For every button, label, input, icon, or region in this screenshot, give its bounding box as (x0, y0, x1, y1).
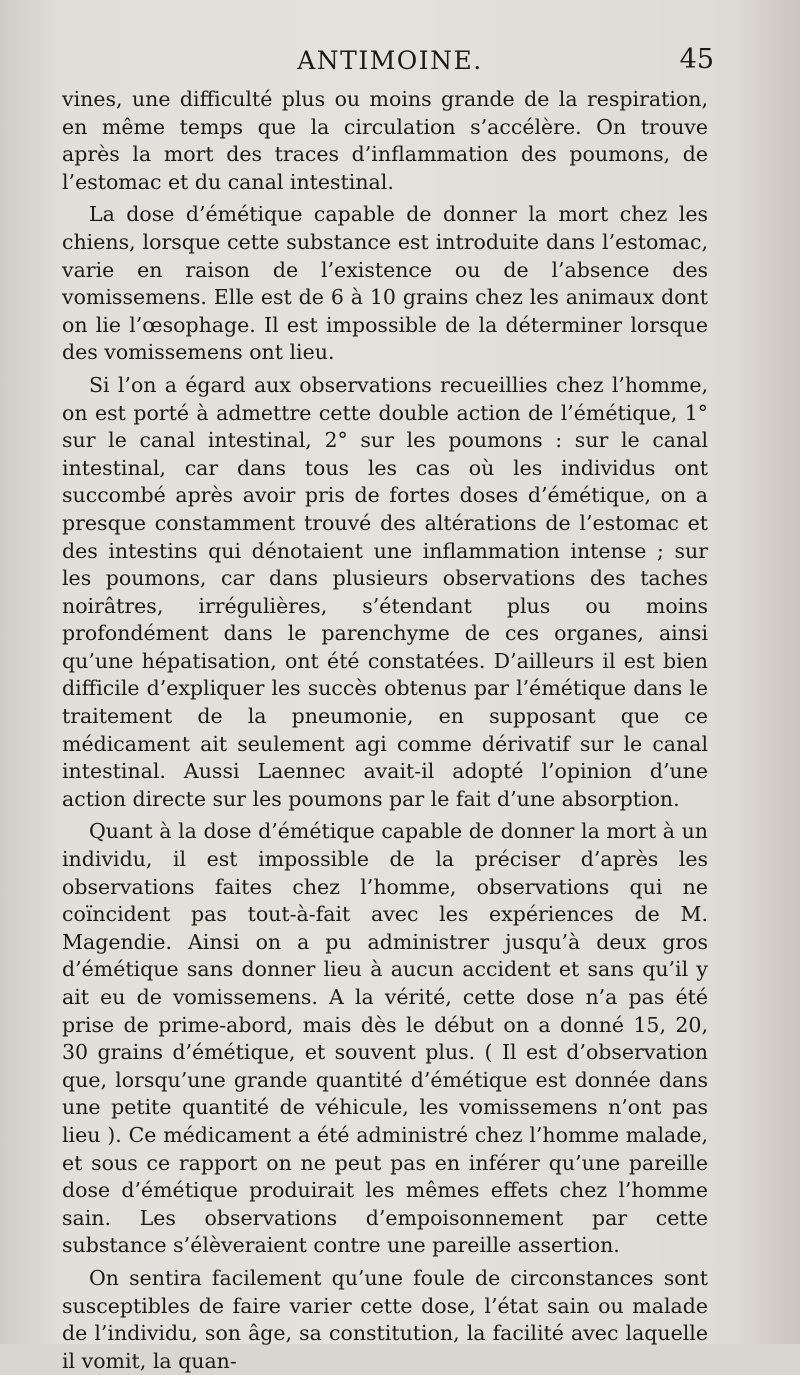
paragraph: La dose d’émétique capable de donner la mort chez les chiens, lorsque cette substance est introduite dans l’estomac, varie en raison de l’existence ou de l’absence des vomissemens. Elle est de 6 à 10 grains chez les animaux dont on lie l’œsophage. Il est impossible de la déterminer lorsque des vomissemens ont lieu. (62, 202, 708, 365)
paragraph: On sentira facilement qu’une foule de circonstances sont susceptibles de faire varier cette dose, l’état sain ou malade de l’individu, son âge, sa constitution, la facilité avec laquelle il vomit, la quan- (62, 1265, 708, 1373)
running-title: ANTIMOINE. (297, 46, 483, 75)
paragraph: Si l’on a égard aux observations recueillies chez l’homme, on est porté à admettre cette double action de l’émétique, 1° sur le canal intestinal, 2° sur les poumons : sur le canal intestinal, car dans tous les cas où les individus ont succombé après avoir pris de fortes doses d’émétique, on a presque constamment trouvé des altérations de l’estomac et des intestins qui dénotaient une inflammation intense ; sur les poumons, car dans plusieurs observations des taches noirâtres, irrégulières, s’étendant plus ou moins profondément dans le parenchyme de ces organes, ainsi qu’une hépatisation, ont été constatées. D’ailleurs il est bien difficile d’expliquer les succès obtenus par l’émétique dans le traitement de la pneumonie, en supposant que ce médicament ait seulement agi comme dérivatif sur le canal intestinal. Aussi Laennec avait-il adopté l’opinion d’une action directe sur les poumons par le fait d’une absorption. (62, 372, 708, 811)
page-header (60, 44, 720, 84)
paragraph: Quant à la dose d’émétique capable de donner la mort à un individu, il est impossible de la préciser d’après les observations faites chez l’homme, observations qui ne coïncident pas tout-à-fait avec les expériences de M. Magendie. Ainsi on a pu administrer jusqu’à deux gros d’émétique sans donner lieu à aucun accident et sans qu’il y ait eu de vomissemens. A la vérité, cette dose n’a pas été prise de prime-abord, mais dès le début on a donné 15, 20, 30 grains d’émétique, et souvent plus. ( Il est d’observation que, lorsqu’une grande quantité d’émétique est donnée dans une petite quantité de véhicule, les vomissemens n’ont pas lieu ). Ce médicament a été administré chez l’homme malade, et sous ce rapport on ne peut pas en inférer qu’une pareille dose d’émétique produirait les mêmes effets chez l’homme sain. Les observations d’empoisonnement par cette substance s’élèveraient contre une pareille assertion. (62, 819, 708, 1258)
paragraph: vines, une difficulté plus ou moins grande de la respiration, en même temps que la circulation s’accélère. On trouve après la mort des traces d’inflammation des poumons, de l’estomac et du canal intestinal. (62, 87, 708, 194)
page-number: 45 (679, 44, 714, 75)
body-text (62, 86, 708, 1375)
